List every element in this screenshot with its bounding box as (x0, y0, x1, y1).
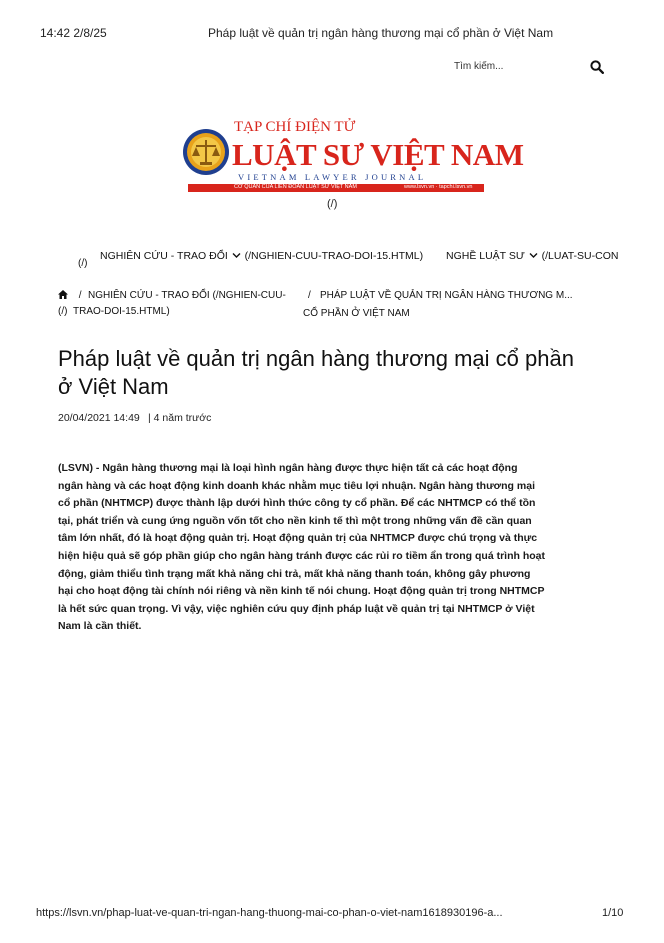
breadcrumb-current-cont: CỔ PHẦN Ở VIỆT NAM (303, 308, 410, 319)
search-icon[interactable] (590, 60, 604, 74)
article-ago: | 4 năm trước (148, 412, 212, 424)
nav-item-label: NGHỀ LUẬT SƯ (446, 250, 525, 262)
search-input[interactable]: Tìm kiếm... (454, 61, 504, 72)
article-title-line: Pháp luật về quản trị ngân hàng thương mại cổ phần (58, 346, 574, 371)
article-line: hiện hiệu quả sẽ góp phần giúp cho ngân hàng tránh được các rủi ro tiềm ẩn trong quá trình hoạt (58, 549, 546, 562)
print-title: Pháp luật về quản trị ngân hàng thương mại cổ phần ở Việt Nam (208, 26, 554, 40)
print-page-number: 1/10 (602, 907, 624, 919)
article-line: tại, phát triển và cung ứng nguồn vốn tốt cho nền kinh tế thì một trong những vấn đề cần quan (58, 514, 532, 527)
article-line: tâm lớn nhất, đó là hoạt động quản trị. Hoạt động quản trị của NHTMCP được chú trọng và thực (58, 532, 538, 545)
logo-sub-text: VIETNAM LAWYER JOURNAL (238, 172, 427, 182)
breadcrumb-separator: / (78, 290, 82, 301)
breadcrumb-current: PHÁP LUẬT VỀ QUẢN TRỊ NGÂN HÀNG THƯƠNG M... (320, 290, 573, 301)
logo-top-text: TẠP CHÍ ĐIỆN TỬ (234, 119, 356, 135)
breadcrumb-link-nghien-cuu[interactable]: NGHIÊN CỨU - TRAO ĐỔI (/NGHIEN-CUU- (88, 290, 286, 301)
site-logo[interactable] (182, 118, 524, 194)
home-icon[interactable] (58, 290, 68, 299)
chevron-down-icon (232, 252, 241, 259)
article-lead (58, 460, 628, 636)
breadcrumb-separator: / (308, 290, 311, 301)
nav-item-nghien-cuu[interactable] (100, 250, 423, 262)
article-line: ngân hàng và các hoạt động kinh doanh khác nhằm mục tiêu lợi nhuận. Ngân hàng thương mại (58, 479, 535, 492)
breadcrumb-home-link[interactable]: (/) (58, 306, 68, 317)
article-date: 20/04/2021 14:49 (58, 412, 140, 424)
nav-item-label: NGHIÊN CỨU - TRAO ĐỔI (100, 250, 228, 262)
search-box[interactable] (444, 56, 612, 80)
article-title-line: ở Việt Nam (58, 374, 169, 399)
nav-item-nghe-luat-su[interactable] (446, 250, 664, 262)
article-line: hại cho hoạt động tài chính nói riêng và nền kinh tế nói chung. Hoạt động quản trị trong NHTMCP (58, 585, 545, 598)
breadcrumb (58, 288, 82, 304)
article-line: động, giảm thiểu tình trạng mất khả năng chi trả, mất khả năng thanh toán, không gây phương (58, 567, 531, 580)
nav-item-link: (/NGHIEN-CUU-TRAO-DOI-15.HTML) (244, 250, 424, 262)
nav-item-link: (/LUAT-SU-CON (541, 250, 619, 262)
chevron-down-icon (529, 252, 538, 259)
logo-home-link[interactable]: (/) (327, 198, 338, 210)
logo-band-left: CƠ QUAN CỦA LIÊN ĐOÀN LUẬT SƯ VIỆT NAM (234, 184, 357, 190)
main-nav (0, 250, 664, 272)
print-datetime: 14:42 2/8/25 (40, 26, 107, 40)
logo-band-right: www.lsvn.vn · tapchi.lsvn.vn (404, 184, 473, 190)
article-line: cổ phần (NHTMCP) được thành lập dưới hình thức công ty cổ phần. Để các NHTMCP có thể tồn (58, 497, 536, 510)
article-line: là hết sức quan trọng. Vì vậy, việc nghiên cứu quy định pháp luật về quản trị tại NHTMCP ở Việt (58, 602, 535, 615)
nav-home-link[interactable]: (/) (78, 258, 88, 269)
breadcrumb-link-nghien-cuu-cont[interactable]: TRAO-DOI-15.HTML) (73, 306, 170, 317)
print-url: https://lsvn.vn/phap-luat-ve-quan-tri-ngan-hang-thuong-mai-co-phan-o-viet-nam1618930196-a... (36, 907, 503, 919)
logo-main-text: LUẬT SƯ VIỆT NAM (232, 137, 524, 172)
article-title (58, 345, 638, 401)
article-line: (LSVN) - Ngân hàng thương mại là loại hình ngân hàng được thực hiện tất cả các hoạt động (58, 462, 518, 474)
article-line: Nam là cần thiết. (58, 620, 142, 633)
